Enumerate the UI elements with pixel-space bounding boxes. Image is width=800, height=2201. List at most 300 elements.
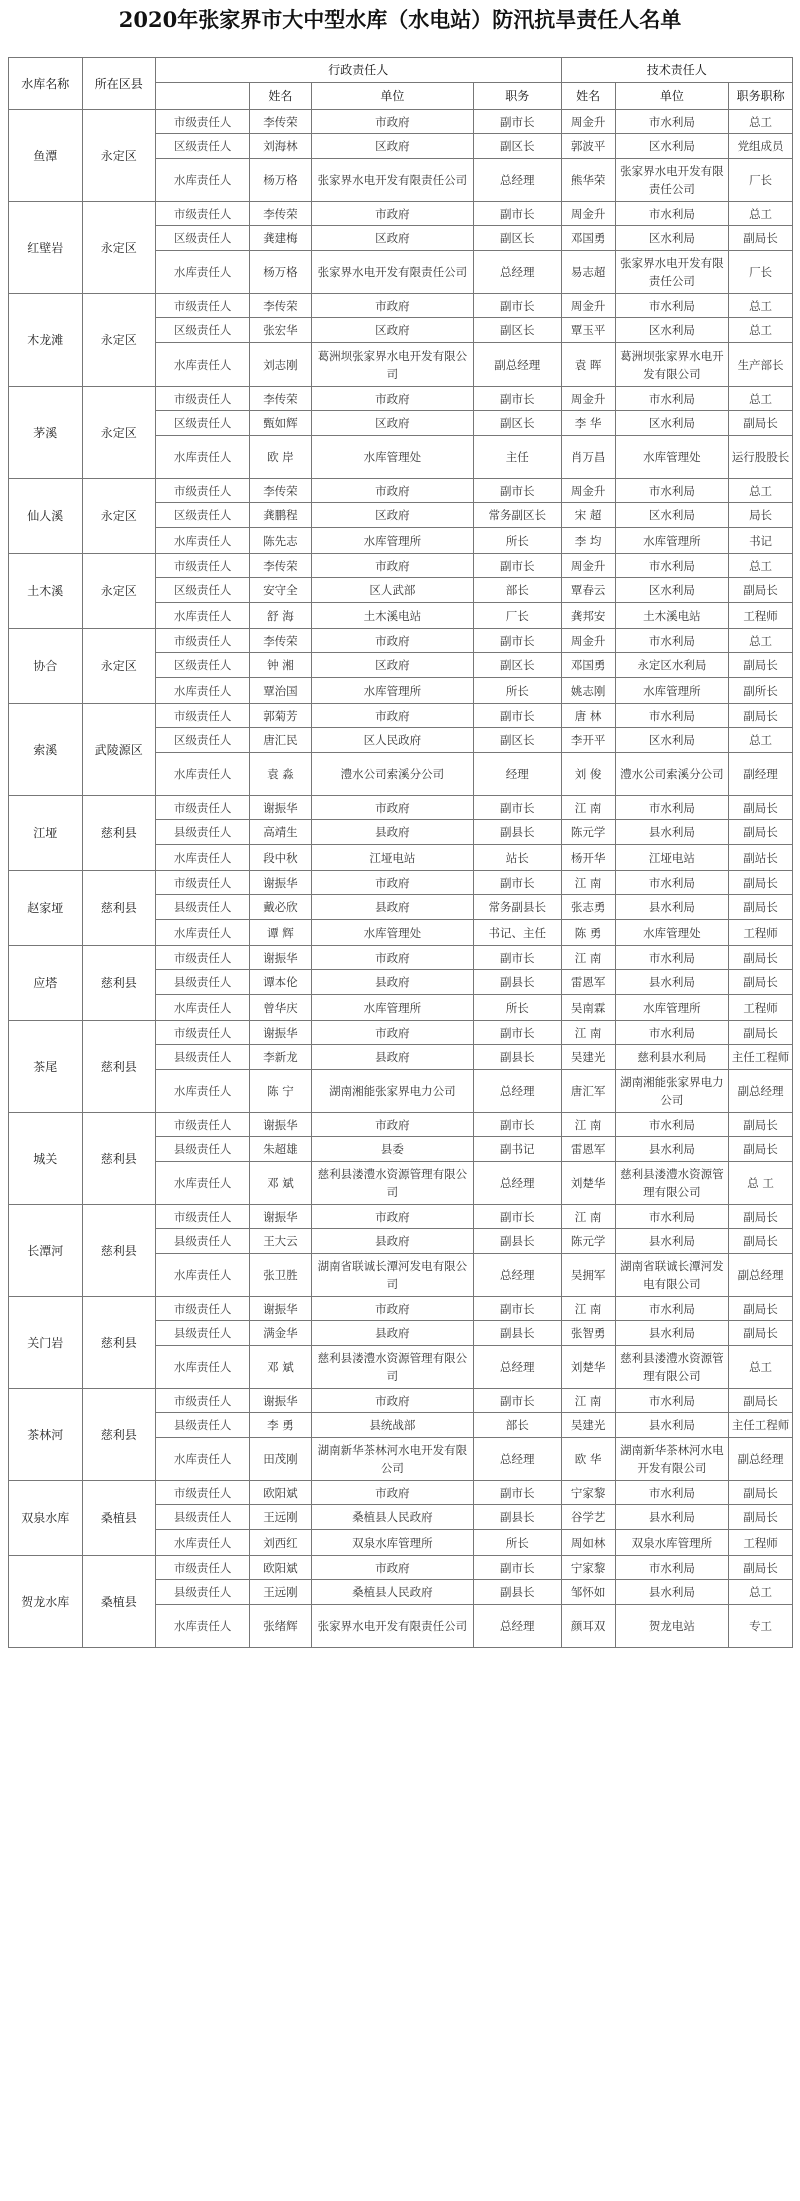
admin-post-cell: 副县长: [473, 820, 561, 845]
admin-name-cell: 谭 辉: [250, 920, 312, 946]
admin-post-cell: 副市长: [473, 202, 561, 226]
tech-title-cell: 副局长: [729, 1481, 793, 1505]
tech-unit-cell: 县水利局: [615, 1413, 729, 1438]
tech-unit-cell: 水库管理处: [615, 920, 729, 946]
admin-name-cell: 陈先志: [250, 528, 312, 554]
tech-unit-cell: 市水利局: [615, 294, 729, 318]
admin-unit-cell: 县政府: [311, 895, 473, 920]
admin-unit-cell: 县政府: [311, 1229, 473, 1254]
tech-title-cell: 副局长: [729, 1113, 793, 1137]
role-cell: 水库责任人: [156, 603, 250, 629]
admin-post-cell: 副市长: [473, 946, 561, 970]
admin-post-cell: 副县长: [473, 1321, 561, 1346]
table-row: [9, 479, 793, 503]
tech-name-cell: 袁 晖: [561, 343, 615, 387]
reservoir-name-cell: 茶尾: [9, 1021, 83, 1113]
role-cell: 市级责任人: [156, 629, 250, 653]
admin-name-cell: 谢振华: [250, 946, 312, 970]
admin-unit-cell: 张家界水电开发有限责任公司: [311, 251, 473, 294]
admin-name-cell: 谢振华: [250, 871, 312, 895]
tech-unit-cell: 区水利局: [615, 134, 729, 159]
admin-post-cell: 副区长: [473, 226, 561, 251]
role-cell: 市级责任人: [156, 1556, 250, 1580]
admin-name-cell: 李传荣: [250, 110, 312, 134]
reservoir-name-cell: 红壁岩: [9, 202, 83, 294]
reservoir-name-cell: 城关: [9, 1113, 83, 1205]
role-cell: 水库责任人: [156, 1070, 250, 1113]
role-cell: 区级责任人: [156, 411, 250, 436]
tech-title-cell: 副局长: [729, 946, 793, 970]
admin-post-cell: 主任: [473, 436, 561, 479]
admin-post-cell: 副市长: [473, 1556, 561, 1580]
admin-unit-cell: 市政府: [311, 1113, 473, 1137]
tech-unit-cell: 市水利局: [615, 202, 729, 226]
admin-name-cell: 邓 斌: [250, 1162, 312, 1205]
tech-name-cell: 郭波平: [561, 134, 615, 159]
tech-unit-cell: 区水利局: [615, 503, 729, 528]
tech-name-cell: 熊华荣: [561, 159, 615, 202]
tech-name-cell: 覃春云: [561, 578, 615, 603]
tech-title-cell: 总工: [729, 554, 793, 578]
admin-post-cell: 部长: [473, 578, 561, 603]
reservoir-name-cell: 仙人溪: [9, 479, 83, 554]
role-cell: 水库责任人: [156, 753, 250, 796]
admin-unit-cell: 桑植县人民政府: [311, 1580, 473, 1605]
tech-title-cell: 总工: [729, 1346, 793, 1389]
tech-unit-cell: 葛洲坝张家界水电开发有限公司: [615, 343, 729, 387]
tech-unit-cell: 市水利局: [615, 1021, 729, 1045]
reservoir-name-cell: 赵家垭: [9, 871, 83, 946]
tech-unit-cell: 区水利局: [615, 728, 729, 753]
tech-title-cell: 总工: [729, 202, 793, 226]
tech-title-cell: 副局长: [729, 820, 793, 845]
admin-post-cell: 副县长: [473, 1505, 561, 1530]
admin-unit-cell: 水库管理所: [311, 528, 473, 554]
role-cell: 市级责任人: [156, 479, 250, 503]
admin-post-cell: 所长: [473, 528, 561, 554]
tech-unit-cell: 张家界水电开发有限责任公司: [615, 159, 729, 202]
tech-name-cell: 吴建光: [561, 1413, 615, 1438]
admin-post-cell: 副市长: [473, 554, 561, 578]
admin-unit-cell: 市政府: [311, 1021, 473, 1045]
admin-unit-cell: 市政府: [311, 1556, 473, 1580]
admin-name-cell: 高靖生: [250, 820, 312, 845]
reservoir-name-cell: 索溪: [9, 704, 83, 796]
role-cell: 水库责任人: [156, 436, 250, 479]
tech-title-cell: 局长: [729, 503, 793, 528]
tech-name-cell: 江 南: [561, 1205, 615, 1229]
admin-post-cell: 副市长: [473, 796, 561, 820]
admin-unit-cell: 市政府: [311, 1481, 473, 1505]
admin-name-cell: 田茂刚: [250, 1438, 312, 1481]
tech-title-cell: 工程师: [729, 603, 793, 629]
role-cell: 县级责任人: [156, 1505, 250, 1530]
col-header-tech-title: 职务职称: [729, 83, 793, 110]
district-cell: 永定区: [82, 202, 156, 294]
role-cell: 县级责任人: [156, 970, 250, 995]
admin-name-cell: 李传荣: [250, 629, 312, 653]
tech-title-cell: 副局长: [729, 1556, 793, 1580]
tech-unit-cell: 慈利县溇澧水资源管理有限公司: [615, 1162, 729, 1205]
role-cell: 水库责任人: [156, 528, 250, 554]
col-header-admin-unit: 单位: [311, 83, 473, 110]
tech-name-cell: 宁家黎: [561, 1481, 615, 1505]
role-cell: 县级责任人: [156, 1045, 250, 1070]
admin-unit-cell: 湖南省联诚长潭河发电有限公司: [311, 1254, 473, 1297]
tech-name-cell: 陈元学: [561, 820, 615, 845]
tech-unit-cell: 江垭电站: [615, 845, 729, 871]
admin-post-cell: 副区长: [473, 134, 561, 159]
admin-unit-cell: 市政府: [311, 704, 473, 728]
admin-post-cell: 所长: [473, 678, 561, 704]
tech-title-cell: 副局长: [729, 970, 793, 995]
admin-post-cell: 副县长: [473, 1580, 561, 1605]
district-cell: 桑植县: [82, 1481, 156, 1556]
role-cell: 市级责任人: [156, 554, 250, 578]
tech-unit-cell: 县水利局: [615, 895, 729, 920]
tech-unit-cell: 区水利局: [615, 411, 729, 436]
reservoir-name-cell: 土木溪: [9, 554, 83, 629]
page-title: 2020年张家界市大中型水库（水电站）防汛抗旱责任人名单: [118, 7, 682, 32]
role-cell: 市级责任人: [156, 946, 250, 970]
tech-title-cell: 工程师: [729, 995, 793, 1021]
admin-post-cell: 副市长: [473, 1389, 561, 1413]
admin-name-cell: 谢振华: [250, 796, 312, 820]
role-cell: 县级责任人: [156, 820, 250, 845]
admin-name-cell: 谭本伦: [250, 970, 312, 995]
tech-name-cell: 吴南霖: [561, 995, 615, 1021]
tech-title-cell: 副局长: [729, 704, 793, 728]
role-cell: 水库责任人: [156, 920, 250, 946]
role-cell: 区级责任人: [156, 226, 250, 251]
admin-post-cell: 部长: [473, 1413, 561, 1438]
admin-unit-cell: 慈利县溇澧水资源管理有限公司: [311, 1346, 473, 1389]
admin-unit-cell: 土木溪电站: [311, 603, 473, 629]
admin-name-cell: 安守全: [250, 578, 312, 603]
admin-post-cell: 副县长: [473, 970, 561, 995]
role-cell: 县级责任人: [156, 895, 250, 920]
admin-post-cell: 副区长: [473, 411, 561, 436]
tech-title-cell: 工程师: [729, 1530, 793, 1556]
admin-post-cell: 副县长: [473, 1229, 561, 1254]
tech-name-cell: 江 南: [561, 871, 615, 895]
admin-unit-cell: 区人民政府: [311, 728, 473, 753]
admin-post-cell: 副市长: [473, 387, 561, 411]
tech-name-cell: 龚邦安: [561, 603, 615, 629]
admin-post-cell: 常务副县长: [473, 895, 561, 920]
tech-name-cell: 陈元学: [561, 1229, 615, 1254]
role-cell: 区级责任人: [156, 653, 250, 678]
admin-unit-cell: 区政府: [311, 411, 473, 436]
admin-unit-cell: 区政府: [311, 653, 473, 678]
district-cell: 慈利县: [82, 871, 156, 946]
role-cell: 水库责任人: [156, 343, 250, 387]
admin-post-cell: 经理: [473, 753, 561, 796]
col-header-admin-name: 姓名: [250, 83, 312, 110]
tech-unit-cell: 市水利局: [615, 1205, 729, 1229]
admin-name-cell: 陈 宁: [250, 1070, 312, 1113]
tech-unit-cell: 市水利局: [615, 1113, 729, 1137]
tech-name-cell: 李开平: [561, 728, 615, 753]
admin-name-cell: 邓 斌: [250, 1346, 312, 1389]
tech-unit-cell: 贺龙电站: [615, 1605, 729, 1648]
group-header-admin: 行政责任人: [156, 58, 561, 83]
district-cell: 慈利县: [82, 1297, 156, 1389]
admin-unit-cell: 湖南湘能张家界电力公司: [311, 1070, 473, 1113]
role-cell: 市级责任人: [156, 110, 250, 134]
group-header-tech: 技术责任人: [561, 58, 792, 83]
table-body: [9, 58, 793, 1648]
role-cell: 市级责任人: [156, 1389, 250, 1413]
table-row: [9, 796, 793, 820]
tech-name-cell: 杨开华: [561, 845, 615, 871]
admin-post-cell: 总经理: [473, 1605, 561, 1648]
tech-unit-cell: 市水利局: [615, 871, 729, 895]
tech-name-cell: 刘楚华: [561, 1162, 615, 1205]
tech-name-cell: 宁家黎: [561, 1556, 615, 1580]
reservoir-name-cell: 应塔: [9, 946, 83, 1021]
tech-title-cell: 总工: [729, 387, 793, 411]
tech-title-cell: 总工: [729, 110, 793, 134]
tech-name-cell: 江 南: [561, 1389, 615, 1413]
tech-unit-cell: 市水利局: [615, 1389, 729, 1413]
tech-name-cell: 周金升: [561, 629, 615, 653]
role-cell: 水库责任人: [156, 251, 250, 294]
admin-name-cell: 刘志刚: [250, 343, 312, 387]
tech-title-cell: 副总经理: [729, 1438, 793, 1481]
tech-unit-cell: 县水利局: [615, 820, 729, 845]
tech-title-cell: 副局长: [729, 1021, 793, 1045]
role-cell: 水库责任人: [156, 1162, 250, 1205]
admin-post-cell: 总经理: [473, 1254, 561, 1297]
admin-name-cell: 欧阳斌: [250, 1556, 312, 1580]
tech-title-cell: 总工: [729, 1580, 793, 1605]
admin-name-cell: 龚鹏程: [250, 503, 312, 528]
admin-post-cell: 副总经理: [473, 343, 561, 387]
role-cell: 市级责任人: [156, 387, 250, 411]
admin-name-cell: 李传荣: [250, 387, 312, 411]
admin-name-cell: 张宏华: [250, 318, 312, 343]
tech-unit-cell: 市水利局: [615, 110, 729, 134]
tech-unit-cell: 县水利局: [615, 1229, 729, 1254]
tech-name-cell: 吴拥军: [561, 1254, 615, 1297]
admin-post-cell: 副市长: [473, 294, 561, 318]
tech-name-cell: 邓国勇: [561, 653, 615, 678]
admin-unit-cell: 市政府: [311, 294, 473, 318]
tech-unit-cell: 双泉水库管理所: [615, 1530, 729, 1556]
district-cell: 永定区: [82, 629, 156, 704]
admin-name-cell: 袁 淼: [250, 753, 312, 796]
table-row: [9, 1389, 793, 1413]
tech-title-cell: 总 工: [729, 1162, 793, 1205]
tech-unit-cell: 市水利局: [615, 704, 729, 728]
tech-name-cell: 唐 林: [561, 704, 615, 728]
tech-title-cell: 副局长: [729, 871, 793, 895]
district-cell: 永定区: [82, 554, 156, 629]
admin-name-cell: 欧 岸: [250, 436, 312, 479]
admin-name-cell: 谢振华: [250, 1113, 312, 1137]
tech-unit-cell: 永定区水利局: [615, 653, 729, 678]
role-cell: 水库责任人: [156, 1530, 250, 1556]
tech-title-cell: 主任工程师: [729, 1045, 793, 1070]
admin-post-cell: 副市长: [473, 629, 561, 653]
tech-unit-cell: 土木溪电站: [615, 603, 729, 629]
tech-title-cell: 总工: [729, 479, 793, 503]
tech-title-cell: 副局长: [729, 1321, 793, 1346]
tech-unit-cell: 区水利局: [615, 226, 729, 251]
tech-name-cell: 江 南: [561, 1113, 615, 1137]
tech-title-cell: 副局长: [729, 895, 793, 920]
admin-name-cell: 满金华: [250, 1321, 312, 1346]
admin-post-cell: 副区长: [473, 318, 561, 343]
admin-name-cell: 欧阳斌: [250, 1481, 312, 1505]
tech-name-cell: 陈 勇: [561, 920, 615, 946]
tech-unit-cell: 湖南湘能张家界电力公司: [615, 1070, 729, 1113]
admin-name-cell: 舒 海: [250, 603, 312, 629]
role-cell: 水库责任人: [156, 995, 250, 1021]
tech-title-cell: 党组成员: [729, 134, 793, 159]
reservoir-name-cell: 双泉水库: [9, 1481, 83, 1556]
tech-unit-cell: 市水利局: [615, 629, 729, 653]
tech-unit-cell: 县水利局: [615, 1137, 729, 1162]
tech-unit-cell: 张家界水电开发有限责任公司: [615, 251, 729, 294]
table-row: [9, 387, 793, 411]
role-cell: 区级责任人: [156, 503, 250, 528]
admin-unit-cell: 县委: [311, 1137, 473, 1162]
admin-name-cell: 谢振华: [250, 1205, 312, 1229]
tech-name-cell: 易志超: [561, 251, 615, 294]
tech-unit-cell: 水库管理所: [615, 678, 729, 704]
district-cell: 慈利县: [82, 946, 156, 1021]
role-cell: 水库责任人: [156, 1438, 250, 1481]
tech-unit-cell: 县水利局: [615, 1321, 729, 1346]
admin-unit-cell: 市政府: [311, 1205, 473, 1229]
tech-name-cell: 周金升: [561, 554, 615, 578]
reservoir-name-cell: 协合: [9, 629, 83, 704]
table-row: [9, 1481, 793, 1505]
table-row: [9, 946, 793, 970]
tech-name-cell: 雷恩军: [561, 1137, 615, 1162]
tech-unit-cell: 市水利局: [615, 796, 729, 820]
district-cell: 桑植县: [82, 1556, 156, 1648]
tech-name-cell: 江 南: [561, 946, 615, 970]
role-cell: 市级责任人: [156, 202, 250, 226]
admin-unit-cell: 市政府: [311, 1389, 473, 1413]
col-header-tech-unit: 单位: [615, 83, 729, 110]
tech-name-cell: 刘 俊: [561, 753, 615, 796]
admin-post-cell: 副市长: [473, 1481, 561, 1505]
tech-unit-cell: 市水利局: [615, 554, 729, 578]
admin-unit-cell: 市政府: [311, 479, 473, 503]
admin-name-cell: 李 勇: [250, 1413, 312, 1438]
admin-unit-cell: 县政府: [311, 970, 473, 995]
admin-post-cell: 副市长: [473, 1205, 561, 1229]
role-cell: 区级责任人: [156, 318, 250, 343]
role-cell: 市级责任人: [156, 796, 250, 820]
table-row: [9, 1556, 793, 1580]
admin-name-cell: 曾华庆: [250, 995, 312, 1021]
tech-name-cell: 周金升: [561, 479, 615, 503]
tech-unit-cell: 市水利局: [615, 479, 729, 503]
admin-unit-cell: 桑植县人民政府: [311, 1505, 473, 1530]
admin-unit-cell: 市政府: [311, 202, 473, 226]
district-cell: 永定区: [82, 387, 156, 479]
tech-name-cell: 吴建光: [561, 1045, 615, 1070]
reservoir-name-cell: 关门岩: [9, 1297, 83, 1389]
col-header-district: 所在区县: [82, 58, 156, 110]
tech-title-cell: 副局长: [729, 1505, 793, 1530]
table-row: [9, 1021, 793, 1045]
tech-title-cell: 副局长: [729, 1137, 793, 1162]
admin-unit-cell: 县政府: [311, 1321, 473, 1346]
admin-post-cell: 副市长: [473, 1113, 561, 1137]
tech-name-cell: 姚志刚: [561, 678, 615, 704]
tech-title-cell: 副所长: [729, 678, 793, 704]
tech-name-cell: 邓国勇: [561, 226, 615, 251]
role-cell: 县级责任人: [156, 1413, 250, 1438]
tech-title-cell: 专工: [729, 1605, 793, 1648]
reservoir-name-cell: 鱼潭: [9, 110, 83, 202]
col-header-admin-post: 职务: [473, 83, 561, 110]
tech-unit-cell: 县水利局: [615, 1580, 729, 1605]
role-cell: 市级责任人: [156, 1113, 250, 1137]
tech-unit-cell: 湖南省联诚长潭河发电有限公司: [615, 1254, 729, 1297]
admin-name-cell: 段中秋: [250, 845, 312, 871]
role-cell: 区级责任人: [156, 578, 250, 603]
tech-name-cell: 江 南: [561, 1021, 615, 1045]
role-cell: 水库责任人: [156, 1254, 250, 1297]
admin-unit-cell: 县政府: [311, 1045, 473, 1070]
table-row: [9, 629, 793, 653]
admin-name-cell: 李新龙: [250, 1045, 312, 1070]
admin-unit-cell: 县统战部: [311, 1413, 473, 1438]
admin-post-cell: 总经理: [473, 1346, 561, 1389]
admin-post-cell: 总经理: [473, 159, 561, 202]
tech-title-cell: 副总经理: [729, 1254, 793, 1297]
admin-unit-cell: 县政府: [311, 820, 473, 845]
admin-unit-cell: 市政府: [311, 554, 473, 578]
admin-name-cell: 杨万格: [250, 159, 312, 202]
table-row: [9, 704, 793, 728]
admin-unit-cell: 江垭电站: [311, 845, 473, 871]
role-cell: 市级责任人: [156, 1297, 250, 1321]
admin-unit-cell: 区政府: [311, 134, 473, 159]
admin-name-cell: 谢振华: [250, 1297, 312, 1321]
admin-name-cell: 戴必欣: [250, 895, 312, 920]
admin-unit-cell: 水库管理所: [311, 678, 473, 704]
admin-unit-cell: 水库管理处: [311, 920, 473, 946]
col-header-role: [156, 83, 250, 110]
reservoir-name-cell: 贺龙水库: [9, 1556, 83, 1648]
tech-title-cell: 生产部长: [729, 343, 793, 387]
admin-post-cell: 副市长: [473, 704, 561, 728]
tech-title-cell: 副局长: [729, 578, 793, 603]
table-row: [9, 110, 793, 134]
tech-title-cell: 总工: [729, 318, 793, 343]
tech-unit-cell: 澧水公司索溪分公司: [615, 753, 729, 796]
tech-title-cell: 副局长: [729, 796, 793, 820]
admin-name-cell: 刘西红: [250, 1530, 312, 1556]
admin-post-cell: 副县长: [473, 1045, 561, 1070]
role-cell: 市级责任人: [156, 1481, 250, 1505]
admin-name-cell: 钟 湘: [250, 653, 312, 678]
admin-unit-cell: 张家界水电开发有限责任公司: [311, 159, 473, 202]
admin-post-cell: 副市长: [473, 110, 561, 134]
admin-name-cell: 朱超雄: [250, 1137, 312, 1162]
district-cell: 慈利县: [82, 1113, 156, 1205]
tech-title-cell: 副经理: [729, 753, 793, 796]
district-cell: 永定区: [82, 110, 156, 202]
